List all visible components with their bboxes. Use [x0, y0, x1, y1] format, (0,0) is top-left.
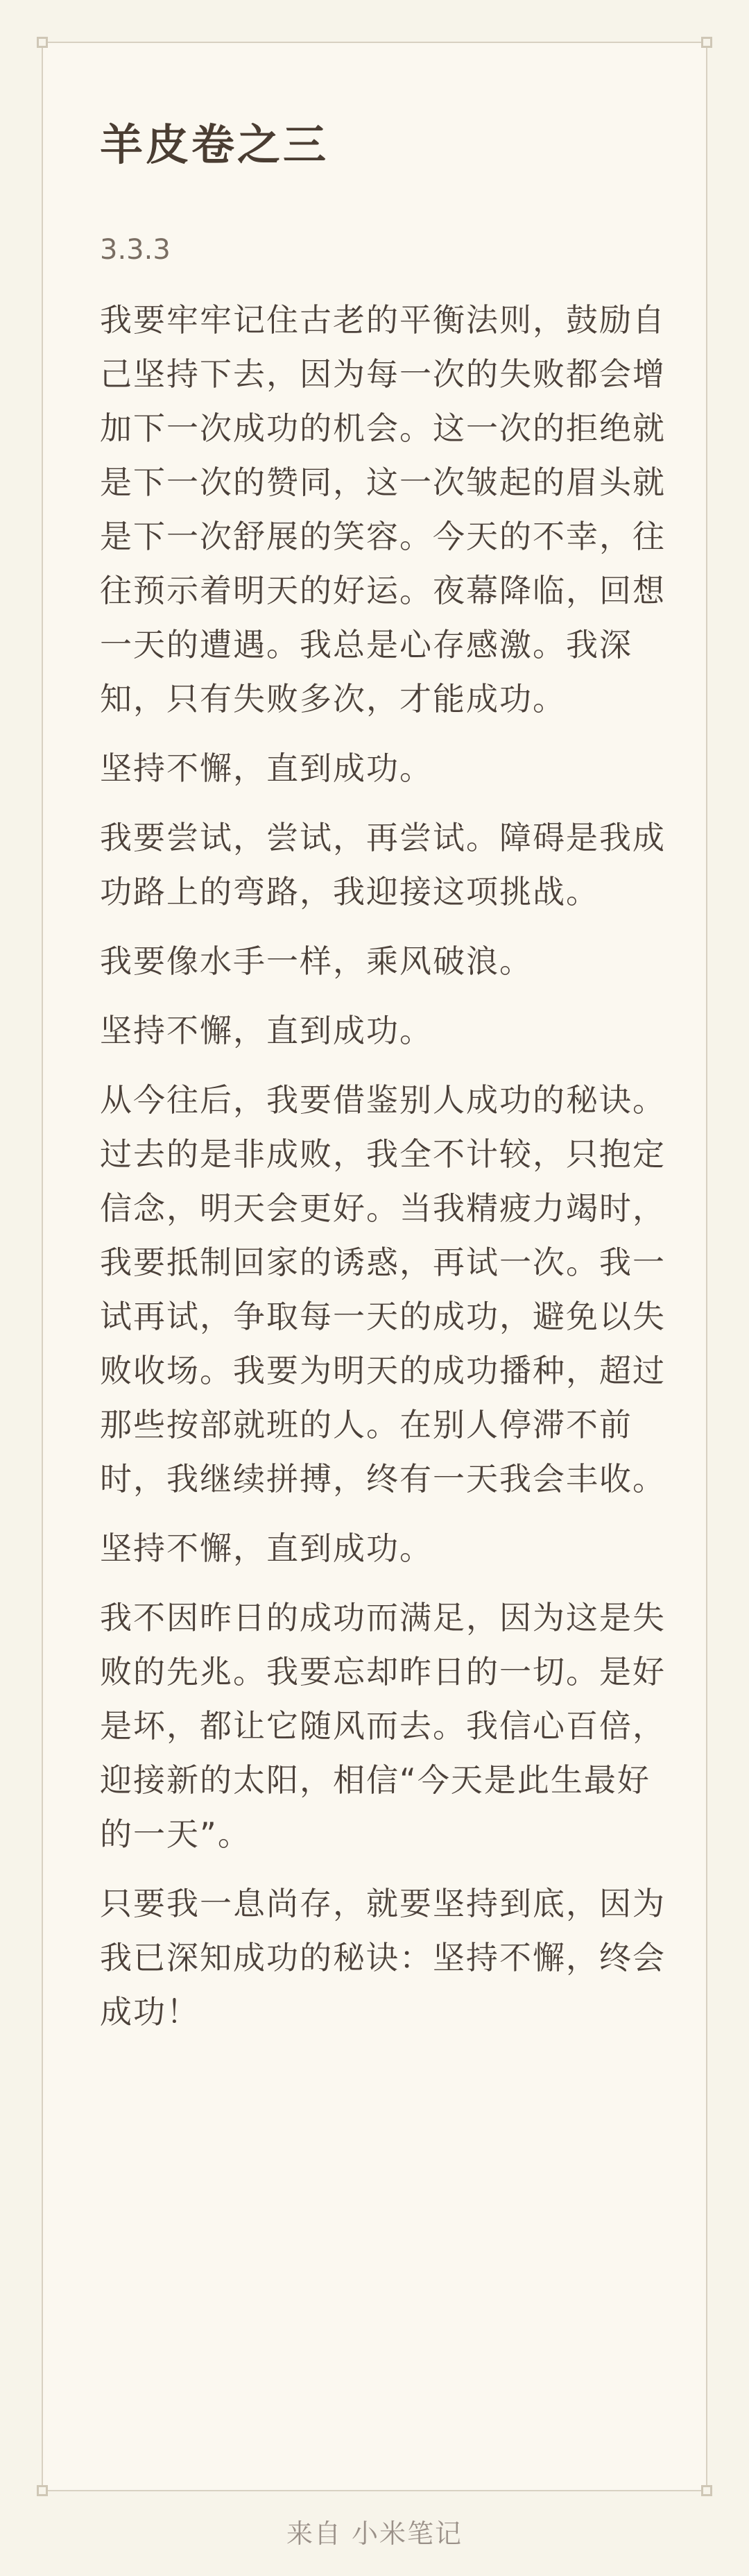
note-content: [100, 119, 669, 2054]
frame-corner-ornament: [37, 37, 48, 48]
footer-source: 来自 小米笔记: [286, 2518, 463, 2549]
note-body: [100, 293, 669, 2039]
note-date: 3.3.3: [100, 234, 171, 266]
note-paragraph: 坚持不懈，直到成功。: [100, 1012, 433, 1050]
note-paragraph: 我不因昨日的成功而满足，因为这是失败的先兆。我要忘却昨日的一切。是好是坏，都让它随风而去。我信心百倍，迎接新的太阳，相信“今天是此生最好的一天”。: [100, 1599, 666, 1854]
note-paragraph: 我要像水手一样，乘风破浪。: [100, 942, 533, 981]
note-paragraph: 只要我一息尚存，就要坚持到底，因为我已深知成功的秘诀：坚持不懈，终会成功！: [100, 1885, 666, 2031]
note-paragraph: 坚持不懈，直到成功。: [100, 749, 433, 788]
frame-corner-ornament: [37, 2485, 48, 2496]
frame-corner-ornament: [701, 37, 712, 48]
note-title: 羊皮卷之三: [100, 119, 329, 170]
note-paragraph: 我要牢牢记住古老的平衡法则，鼓励自己坚持下去，因为每一次的失败都会增加下一次成功的机会。这一次的拒绝就是下一次的赞同，这一次皱起的眉头就是下一次舒展的笑容。今天的不幸，往往预示着明天的好运。夜幕降临，回想一天的遭遇。我总是心存感激。我深知，只有失败多次，才能成功。: [100, 301, 666, 718]
note-paragraph: 从今往后，我要借鉴别人成功的秘诀。过去的是非成败，我全不计较，只抱定信念，明天会更好。当我精疲力竭时，我要抵制回家的诱惑，再试一次。我一试再试，争取每一天的成功，避免以失败收场。我要为明天的成功播种，超过那些按部就班的人。在别人停滞不前时，我继续拼搏，终有一天我会丰收。: [100, 1081, 666, 1498]
note-paragraph: 我要尝试，尝试，再尝试。障碍是我成功路上的弯路，我迎接这项挑战。: [100, 819, 666, 911]
note-card: [42, 42, 707, 2491]
frame-corner-ornament: [701, 2485, 712, 2496]
note-paragraph: 坚持不懈，直到成功。: [100, 1530, 433, 1568]
